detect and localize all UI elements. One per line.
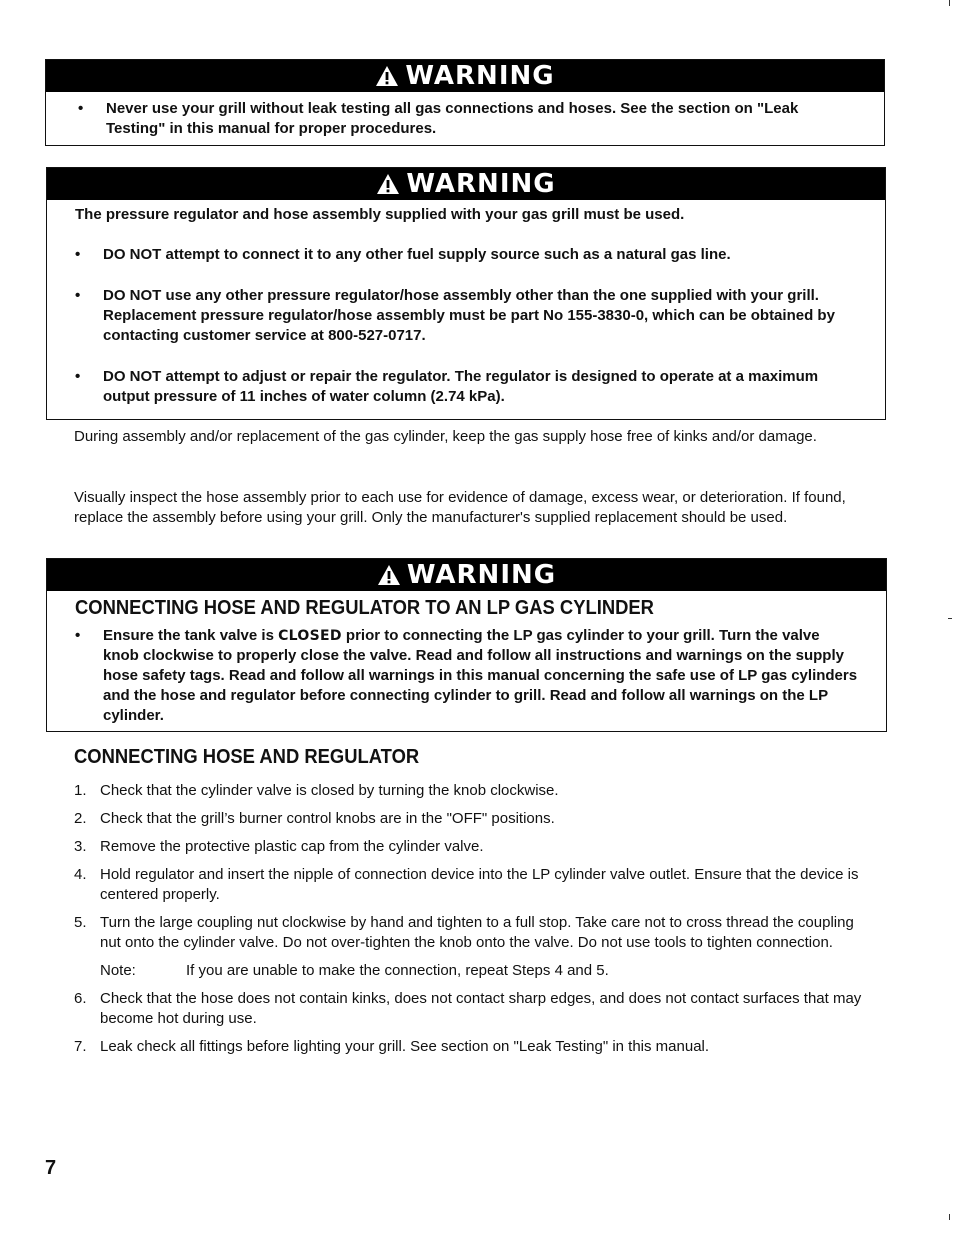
section-heading: CONNECTING HOSE AND REGULATOR TO AN LP GAS CYLINDER xyxy=(75,597,654,619)
warning-box-3 xyxy=(46,558,887,732)
note xyxy=(100,961,864,981)
list-item: 5. Turn the large coupling nut clockwise by hand and tighten to a full stop. Take care not to cross thread the coupling nut onto the cylinder valve. Do not over-tighten the knob onto the valve. Do not use tools to tighten connection. xyxy=(74,914,854,951)
warning-header xyxy=(47,559,886,591)
list-item: • Never use your grill without leak testing all gas connections and hoses. See the section on "Leak Testing" in this manual for proper procedures. xyxy=(78,100,799,137)
list-item: • Ensure the tank valve is CLOSED prior to connecting the LP gas cylinder to your grill. Turn the valve knob clockwise to properly close the valve. Read and follow all instructions and warnings on the supply hose safety tags. Read and follow all warnings in this manual concerning the safe use of LP gas cylinders and the hose and regulator before connecting cylinder to grill. Read and follow all warnings on the LP cylinder. xyxy=(75,627,858,724)
emphasis-closed: CLOSED xyxy=(278,628,342,644)
crop-mark xyxy=(949,1214,950,1220)
list-item: 3. Remove the protective plastic cap from the cylinder valve. xyxy=(74,838,484,855)
list-item: 1. Check that the cylinder valve is closed by turning the knob clockwise. xyxy=(74,782,559,799)
section-heading: CONNECTING HOSE AND REGULATOR xyxy=(74,746,420,768)
page-number: 7 xyxy=(45,1157,57,1179)
list-item: 2. Check that the grill’s burner control knobs are in the "OFF" positions. xyxy=(74,810,555,827)
crop-mark xyxy=(948,618,952,619)
warning-title: WARNING xyxy=(405,61,555,91)
warning-body xyxy=(47,591,886,731)
note-text: If you are unable to make the connection, repeat Steps 4 and 5. xyxy=(186,962,609,979)
warning-triangle-icon xyxy=(375,65,399,87)
crop-mark xyxy=(949,0,950,6)
warning-title: WARNING xyxy=(406,169,556,199)
warning-triangle-icon xyxy=(377,564,401,586)
warning-box-2 xyxy=(46,167,886,420)
warning-title: WARNING xyxy=(406,560,557,590)
warning-intro: The pressure regulator and hose assembly supplied with your gas grill must be used. xyxy=(75,206,685,223)
list-item: • DO NOT attempt to connect it to any other fuel supply source such as a natural gas line. xyxy=(75,246,731,263)
warning-triangle-icon xyxy=(376,173,400,195)
list-item: • DO NOT attempt to adjust or repair the regulator. The regulator is designed to operate at a maximum output pressure of 11 inches of water column (2.74 kPa). xyxy=(75,368,819,405)
note-label: Note: xyxy=(100,962,136,979)
warning-body xyxy=(46,92,884,145)
warning-header xyxy=(47,168,885,200)
list-item: 6. Check that the hose does not contain kinks, does not contact sharp edges, and does not contact surfaces that may become hot during use. xyxy=(74,990,862,1027)
paragraph: During assembly and/or replacement of the gas cylinder, keep the gas supply hose free of kinks and/or damage. xyxy=(74,428,817,445)
warning-box-1 xyxy=(45,59,885,146)
list-item: 4. Hold regulator and insert the nipple of connection device into the LP cylinder valve outlet. Ensure that the device is centered properly. xyxy=(74,866,859,903)
list-item: 7. Leak check all fittings before lighting your grill. See section on "Leak Testing" in this manual. xyxy=(74,1038,710,1055)
warning-body xyxy=(47,200,885,419)
warning-header xyxy=(46,60,884,92)
list-item: • DO NOT use any other pressure regulator/hose assembly other than the one supplied with your grill. Replacement pressure regulator/hose assembly must be part No 155-3830-0, which can be obtained by contacting customer service at 800-527-0717. xyxy=(75,287,835,344)
steps-list xyxy=(74,781,864,1065)
paragraph: Visually inspect the hose assembly prior to each use for evidence of damage, excess wear, or deterioration. If found, replace the assembly before using your grill. Only the manufacturer's supplied replacement should be used. xyxy=(74,489,846,526)
